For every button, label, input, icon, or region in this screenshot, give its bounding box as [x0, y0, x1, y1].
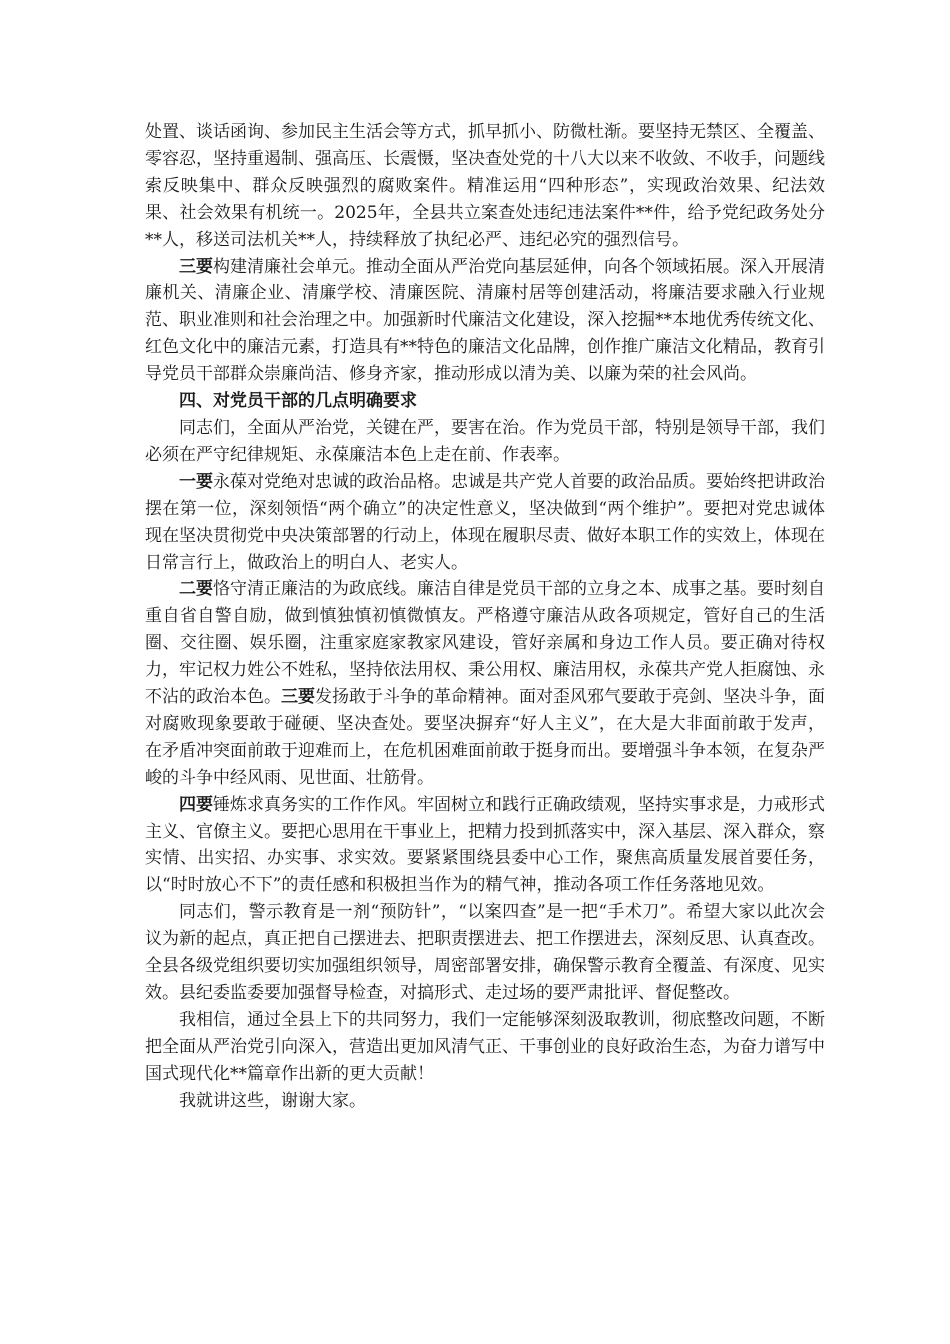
paragraph-lead: 一要	[179, 471, 213, 492]
paragraph-text: 锤炼求真务实的工作作风。牢固树立和践行正确政绩观，坚持实事求是，力戒形式主义、官僚主义。要把心思用在干事业上，把精力投到抓落实中，深入基层、深入群众，察实情、出实招、办实事、求实效。要紧紧围绕县委中心工作，聚焦高质量发展首要任务，以“时时放心不下”的责任感和积极担当作为的精气神，推动各项工作任务落地见效。	[145, 794, 825, 896]
paragraph-text: 同志们，警示教育是一剂“预防针”，“以案四查”是一把“手术刀”。希望大家以此次会议为新的起点，真正把自己摆进去、把职责摆进去、把工作摆进去，深刻反思、认真查改。全县各级党组织要切实加强组织领导，周密部署安排，确保警示教育全覆盖、有深度、见实效。县纪委监委要加强督导检查，对搞形式、走过场的要严肃批评、督促整改。	[145, 902, 825, 1003]
paragraph-work-style	[145, 792, 825, 900]
paragraph-case-handling	[145, 119, 825, 254]
paragraph-text: 构建清廉社会单元。推动全面从严治党向基层延伸，向各个领域拓展。深入开展清廉机关、清廉企业、清廉学校、清廉医院、清廉村居等创建活动，将廉洁要求融入行业规范、职业准则和社会治理之中。加强新时代廉洁文化建设，深入挖掘**本地优秀传统文化、红色文化中的廉洁元素，打造具有**特色的廉洁文化品牌，创作推广廉洁文化精品，教育引导党员干部群众崇廉尚洁、修身齐家，推动形成以清为美、以廉为荣的社会风尚。	[145, 256, 825, 385]
paragraph-text: 永葆对党绝对忠诚的政治品格。忠诚是共产党人首要的政治品质。要始终把讲政治摆在第一位，深刻领悟“两个确立”的决定性意义，坚决做到“两个维护”。要把对党忠诚体现在坚决贯彻党中央决策部署的行动上，体现在履职尽责、做好本职工作的实效上，体现在日常言行上，做政治上的明白人、老实人。	[145, 471, 825, 573]
paragraph-lead: 四要	[179, 794, 213, 815]
section-heading-4: 四、对党员干部的几点明确要求	[179, 391, 417, 412]
paragraph-text: 处置、谈话函询、参加民主生活会等方式，抓早抓小、防微杜渐。要坚持无禁区、全覆盖、零容忍，坚持重遏制、强高压、长震慑，坚决查处党的十八大以来不收敛、不收手，问题线索反映集中、群众反映强烈的腐败案件。精准运用“四种形态”，实现政治效果、纪法效果、社会效果有机统一。2025年，全县共立案查处违纪违法案件**件，给予党纪政务处分**人，移送司法机关**人，持续释放了执纪必严、违纪必究的强烈信号。	[145, 122, 825, 250]
paragraph-closing-thanks	[145, 1088, 825, 1115]
paragraph-closing-belief	[145, 1007, 825, 1088]
paragraph-lead: 三要	[179, 256, 213, 277]
paragraph-text: 我就讲这些，谢谢大家。	[179, 1090, 366, 1111]
paragraph-text: 同志们，全面从严治党，关键在严，要害在治。作为党员干部，特别是领导干部，我们必须在严守纪律规矩、永葆廉洁本色上走在前、作表率。	[145, 417, 825, 465]
paragraph-text: 我相信，通过全县上下的共同努力，我们一定能够深刻汲取教训，彻底整改问题，不断把全面从严治党引向深入，营造出更加风清气正、干事创业的良好政治生态，为奋力谱写中国式现代化**篇章作出新的更大贡献！	[145, 1009, 825, 1084]
paragraph-warning-education	[145, 899, 825, 1007]
paragraph-loyalty	[145, 469, 825, 577]
paragraph-text: 发扬敢于斗争的革命精神。面对歪风邪气要敢于亮剑、坚决斗争，面对腐败现象要敢于碰硬、坚决查处。要坚决摒弃“好人主义”，在大是大非面前敢于发声，在矛盾冲突面前敢于迎难而上，在危机困难面前敢于挺身而出。要增强斗争本领，在复杂严峻的斗争中经风雨、见世面、壮筋骨。	[145, 687, 825, 788]
paragraph-intro-requirements	[145, 415, 825, 469]
paragraph-integrity-and-struggle	[145, 576, 825, 791]
paragraph-clean-society	[145, 254, 825, 389]
document-body	[145, 119, 825, 1115]
paragraph-lead: 二要	[179, 579, 213, 600]
paragraph-text: 恪守清正廉洁的为政底线。廉洁自律是党员干部的立身之本、成事之基。要时刻自重自省自警自励，做到慎独慎初慎微慎友。严格遵守廉洁从政各项规定，管好自己的生活圈、交往圈、娱乐圈，注重家庭家教家风建设，管好亲属和身边工作人员。要正确对待权力，牢记权力姓公不姓私，坚持依法用权、秉公用权、廉洁用权，永葆共产党人拒腐蚀、永不沾的政治本色。	[145, 579, 825, 708]
paragraph-lead-inline: 三要	[281, 687, 315, 708]
